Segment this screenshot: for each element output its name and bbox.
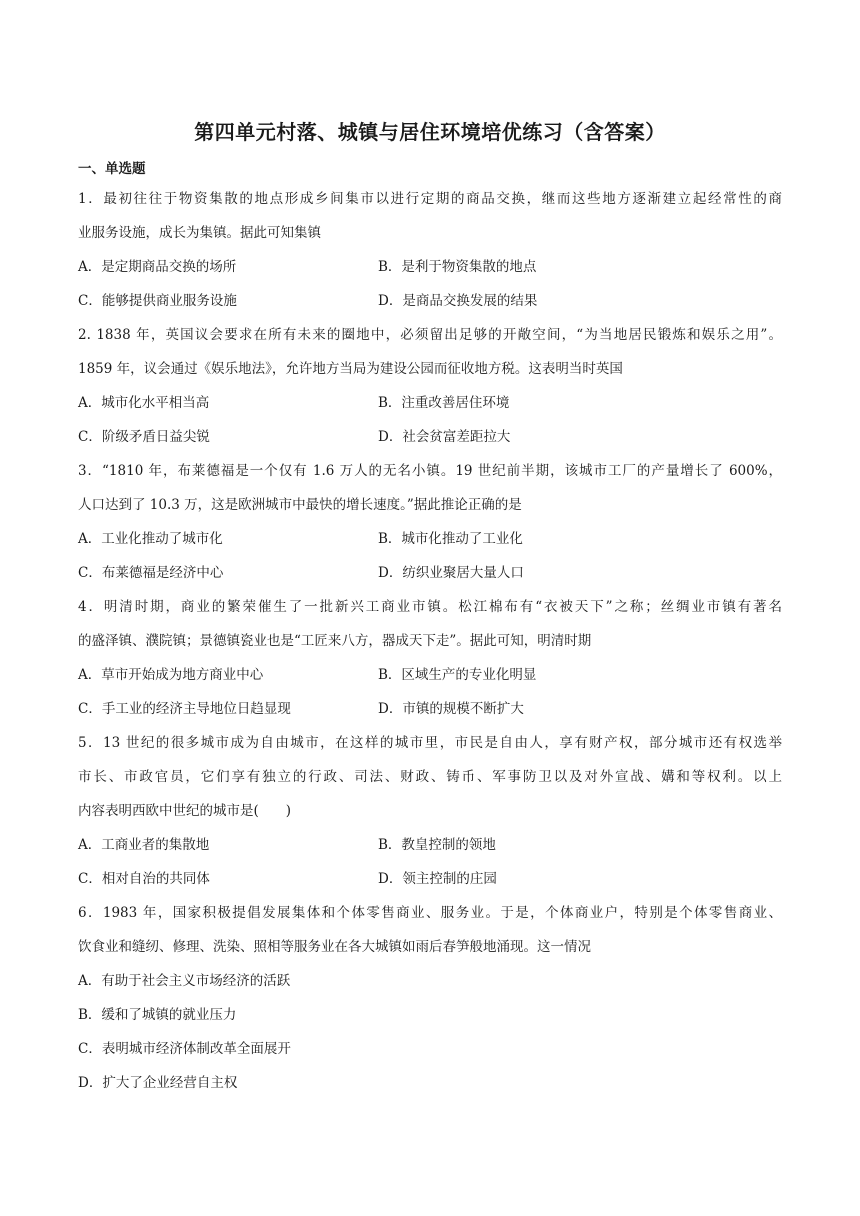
question-5-line-2: 市长、市政官员，它们享有独立的行政、司法、财政、铸币、军事防卫以及对外宣战、媾和等权利。以上 <box>78 769 782 785</box>
question-1-line-1: 1．最初往往于物资集散的地点形成乡间集市以进行定期的商品交换，继而这些地方逐渐建立起经常性的商 <box>78 191 782 207</box>
question-1-option-d: D．是商品交换发展的结果 <box>378 293 538 309</box>
question-4-option-b: B．区域生产的专业化明显 <box>378 667 537 683</box>
question-4-line-2: 的盛泽镇、濮院镇；景德镇瓷业也是“工匠来八方，器成天下走”。据此可知，明清时期 <box>78 633 592 649</box>
question-2-option-b: B．注重改善居住环境 <box>378 395 510 411</box>
question-6-line-2: 饮食业和缝纫、修理、洗染、照相等服务业在各大城镇如雨后春笋般地涌现。这一情况 <box>78 939 591 955</box>
question-4-option-c: C．手工业的经济主导地位日趋显现 <box>78 701 291 717</box>
question-6-option-a: A．有助于社会主义市场经济的活跃 <box>78 973 291 989</box>
question-2-option-c: C．阶级矛盾日益尖锐 <box>78 429 210 445</box>
question-5-option-c: C．相对自治的共同体 <box>78 871 210 887</box>
question-6-line-1: 6．1983 年，国家积极提倡发展集体和个体零售商业、服务业。于是，个体商业户，特别是个体零售商业、 <box>78 905 782 921</box>
question-3-option-d: D．纺织业聚居大量人口 <box>378 565 524 581</box>
section-heading: 一、单选题 <box>78 161 146 177</box>
question-3-option-b: B．城市化推动了工业化 <box>378 531 523 547</box>
question-4-line-1: 4．明清时期，商业的繁荣催生了一批新兴工商业市镇。松江棉布有“衣被天下”之称；丝绸业市镇有著名 <box>78 599 782 615</box>
question-2-line-2: 1859 年，议会通过《娱乐地法》，允许地方当局为建设公园而征收地方税。这表明当时英国 <box>78 361 623 377</box>
question-5-line-1: 5．13 世纪的很多城市成为自由城市，在这样的城市里，市民是自由人，享有财产权，部分城市还有权选举 <box>78 735 782 751</box>
question-6-option-d: D．扩大了企业经营自主权 <box>78 1075 238 1091</box>
question-3-option-a: A．工业化推动了城市化 <box>78 531 223 547</box>
question-2-option-a: A．城市化水平相当高 <box>78 395 210 411</box>
question-5-option-a: A．工商业者的集散地 <box>78 837 210 853</box>
question-4-option-a: A．草市开始成为地方商业中心 <box>78 667 264 683</box>
question-1-option-c: C．能够提供商业服务设施 <box>78 293 237 309</box>
question-1-option-a: A．是定期商品交换的场所 <box>78 259 237 275</box>
question-6-option-c: C．表明城市经济体制改革全面展开 <box>78 1041 291 1057</box>
question-3-option-c: C．布莱德福是经济中心 <box>78 565 224 581</box>
question-5-option-d: D．领主控制的庄园 <box>378 871 497 887</box>
question-6-option-b: B．缓和了城镇的就业压力 <box>78 1007 237 1023</box>
question-4-option-d: D．市镇的规模不断扩大 <box>378 701 524 717</box>
question-1-option-b: B．是利于物资集散的地点 <box>378 259 537 275</box>
question-5-option-b: B．教皇控制的领地 <box>378 837 496 853</box>
question-2-option-d: D．社会贫富差距拉大 <box>378 429 511 445</box>
page-title: 第四单元村落、城镇与居住环境培优练习（含答案） <box>194 120 666 144</box>
question-3-line-1: 3．“1810 年，布莱德福是一个仅有 1.6 万人的无名小镇。19 世纪前半期，该城市工厂的产量增长了 600%， <box>78 463 782 479</box>
question-2-line-1: 2. 1838 年，英国议会要求在所有未来的圈地中，必须留出足够的开敞空间，“为当地居民锻炼和娱乐之用”。 <box>78 327 782 343</box>
question-1-line-2: 业服务设施，成长为集镇。据此可知集镇 <box>78 225 321 241</box>
question-3-line-2: 人口达到了 10.3 万，这是欧洲城市中最快的增长速度。”据此推论正确的是 <box>78 497 522 513</box>
question-5-line-3: 内容表明西欧中世纪的城市是( ) <box>78 803 292 819</box>
